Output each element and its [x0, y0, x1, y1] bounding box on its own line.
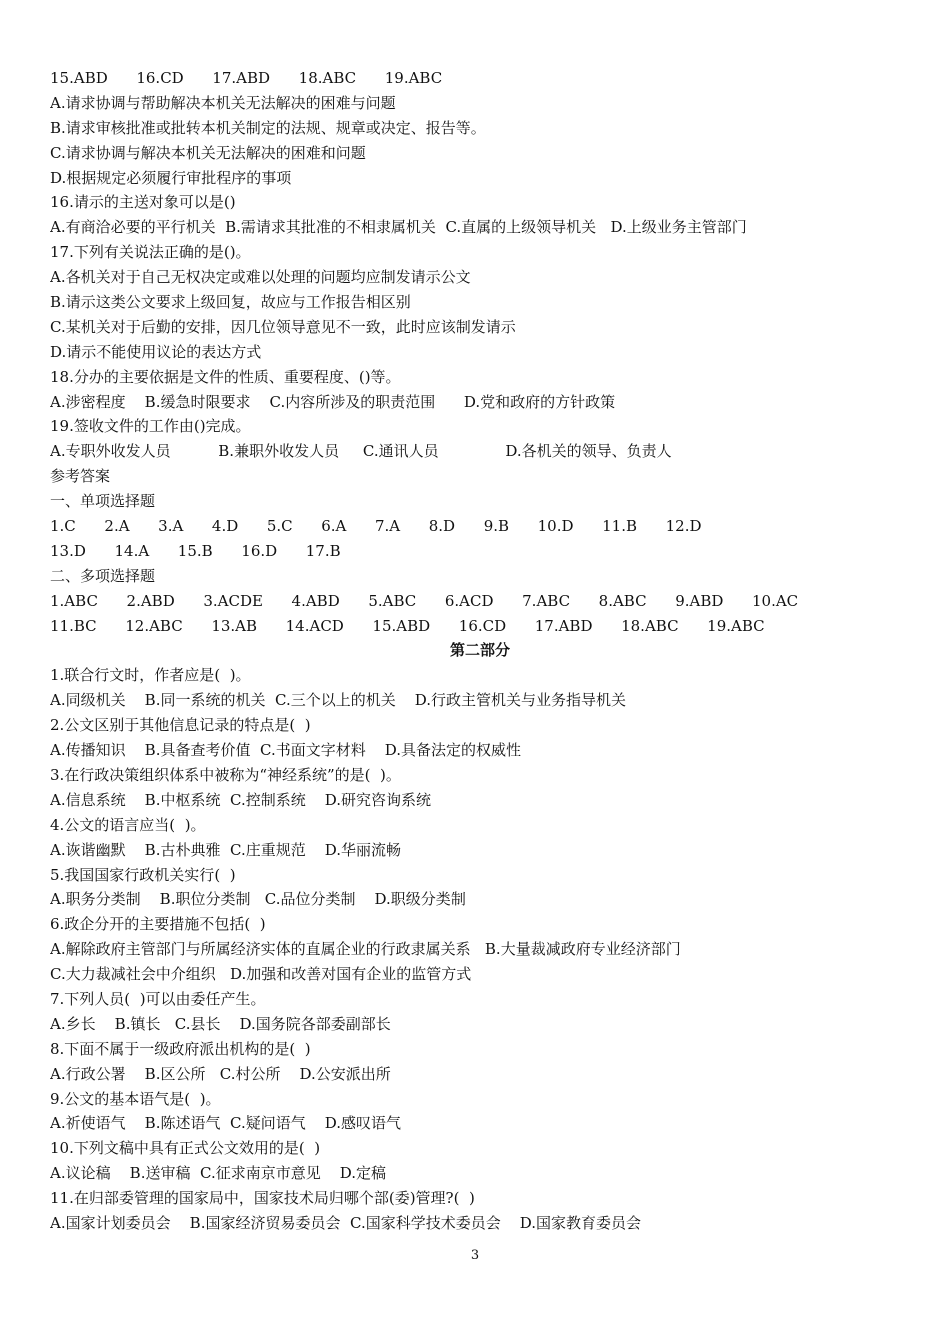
question-line: 11.在归部委管理的国家局中，国家技术局归哪个部(委)管理?( ) [50, 1189, 475, 1208]
question-line: 6.政企分开的主要措施不包括( ) [50, 915, 266, 934]
question-line: 16.请示的主送对象可以是() [50, 193, 236, 212]
option-line: A.国家计划委员会 B.国家经济贸易委员会 C.国家科学技术委员会 D.国家教育委员会 [50, 1213, 642, 1232]
question-line: 3.在行政决策组织体系中被称为“神经系统”的是( )。 [50, 765, 401, 784]
answer-line: 1.C 2.A 3.A 4.D 5.C 6.A 7.A 8.D 9.B 10.D 11.B 12.D [50, 517, 702, 536]
option-line: B.请求审核批准或批转本机关制定的法规、规章或决定、报告等。 [50, 118, 486, 137]
option-line: A.祈使语气 B.陈述语气 C.疑问语气 D.感叹语气 [50, 1114, 402, 1133]
option-line: D.根据规定必须履行审批程序的事项 [50, 168, 292, 187]
option-line: A.议论稿 B.送审稿 C.征求南京市意见 D.定稿 [50, 1164, 387, 1183]
page-number: 3 [470, 1248, 480, 1263]
question-line: 5.我国国家行政机关实行( ) [50, 865, 236, 884]
option-line: A.职务分类制 B.职位分类制 C.品位分类制 D.职级分类制 [50, 890, 466, 909]
question-line: 7.下列人员( )可以由委任产生。 [50, 989, 266, 1008]
option-line: D.请示不能使用议论的表达方式 [50, 342, 262, 361]
question-line: 19.签收文件的工作由()完成。 [50, 417, 251, 436]
option-line: A.有商洽必要的平行机关 B.需请求其批准的不相隶属机关 C.直属的上级领导机关 D.上级业务主管部门 [50, 218, 747, 237]
option-line: C.大力裁减社会中介组织 D.加强和改善对国有企业的监管方式 [50, 965, 472, 984]
question-line: 9.公文的基本语气是( )。 [50, 1089, 221, 1108]
section-heading: 一、单项选择题 [50, 492, 156, 511]
question-line: 17.下列有关说法正确的是()。 [50, 243, 251, 262]
part-title: 第二部分 [449, 641, 510, 660]
option-line: A.信息系统 B.中枢系统 C.控制系统 D.研究咨询系统 [50, 790, 432, 809]
option-line: A.各机关对于自己无权决定或难以处理的问题均应制发请示公文 [50, 268, 471, 287]
answer-line: 13.D 14.A 15.B 16.D 17.B [50, 541, 341, 560]
question-line: 4.公文的语言应当( )。 [50, 815, 206, 834]
section-heading: 参考答案 [50, 467, 111, 486]
option-line: B.请示这类公文要求上级回复，故应与工作报告相区别 [50, 293, 411, 312]
option-line: A.传播知识 B.具备查考价值 C.书面文字材料 D.具备法定的权威性 [50, 741, 522, 760]
question-line: 18.分办的主要依据是文件的性质、重要程度、()等。 [50, 367, 401, 386]
answer-line: 15.ABD 16.CD 17.ABD 18.ABC 19.ABC [50, 69, 443, 87]
option-line: A.同级机关 B.同一系统的机关 C.三个以上的机关 D.行政主管机关与业务指导机关 [50, 691, 627, 710]
answer-line: 1.ABC 2.ABD 3.ACDE 4.ABD 5.ABC 6.ACD 7.ABC 8.ABC 9.ABD 10.AC [50, 591, 799, 610]
option-line: A.涉密程度 B.缓急时限要求 C.内容所涉及的职责范围 D.党和政府的方针政策 [50, 392, 616, 411]
option-line: A.专职外收发人员 B.兼职外收发人员 C.通讯人员 D.各机关的领导、负责人 [50, 442, 672, 461]
option-line: C.请求协调与解决本机关无法解决的困难和问题 [50, 143, 366, 162]
answer-line: 11.BC 12.ABC 13.AB 14.ACD 15.ABD 16.CD 17.ABD 18.ABC 19.ABC [50, 616, 765, 635]
option-line: A.诙谐幽默 B.古朴典雅 C.庄重规范 D.华丽流畅 [50, 840, 402, 859]
option-line: A.解除政府主管部门与所属经济实体的直属企业的行政隶属关系 B.大量裁减政府专业经济部门 [50, 940, 681, 959]
question-line: 1.联合行文时，作者应是( )。 [50, 666, 251, 685]
option-line: A.行政公署 B.区公所 C.村公所 D.公安派出所 [50, 1064, 391, 1083]
question-line: 2.公文区别于其他信息记录的特点是( ) [50, 716, 311, 735]
question-line: 8.下面不属于一级政府派出机构的是( ) [50, 1039, 311, 1058]
option-line: A.请求协调与帮助解决本机关无法解决的困难与问题 [50, 93, 396, 112]
section-heading: 二、多项选择题 [50, 566, 156, 585]
question-line: 10.下列文稿中具有正式公文效用的是( ) [50, 1139, 321, 1158]
option-line: A.乡长 B.镇长 C.县长 D.国务院各部委副部长 [50, 1014, 391, 1033]
option-line: C.某机关对于后勤的安排，因几位领导意见不一致，此时应该制发请示 [50, 317, 516, 336]
document-body [50, 66, 910, 1236]
